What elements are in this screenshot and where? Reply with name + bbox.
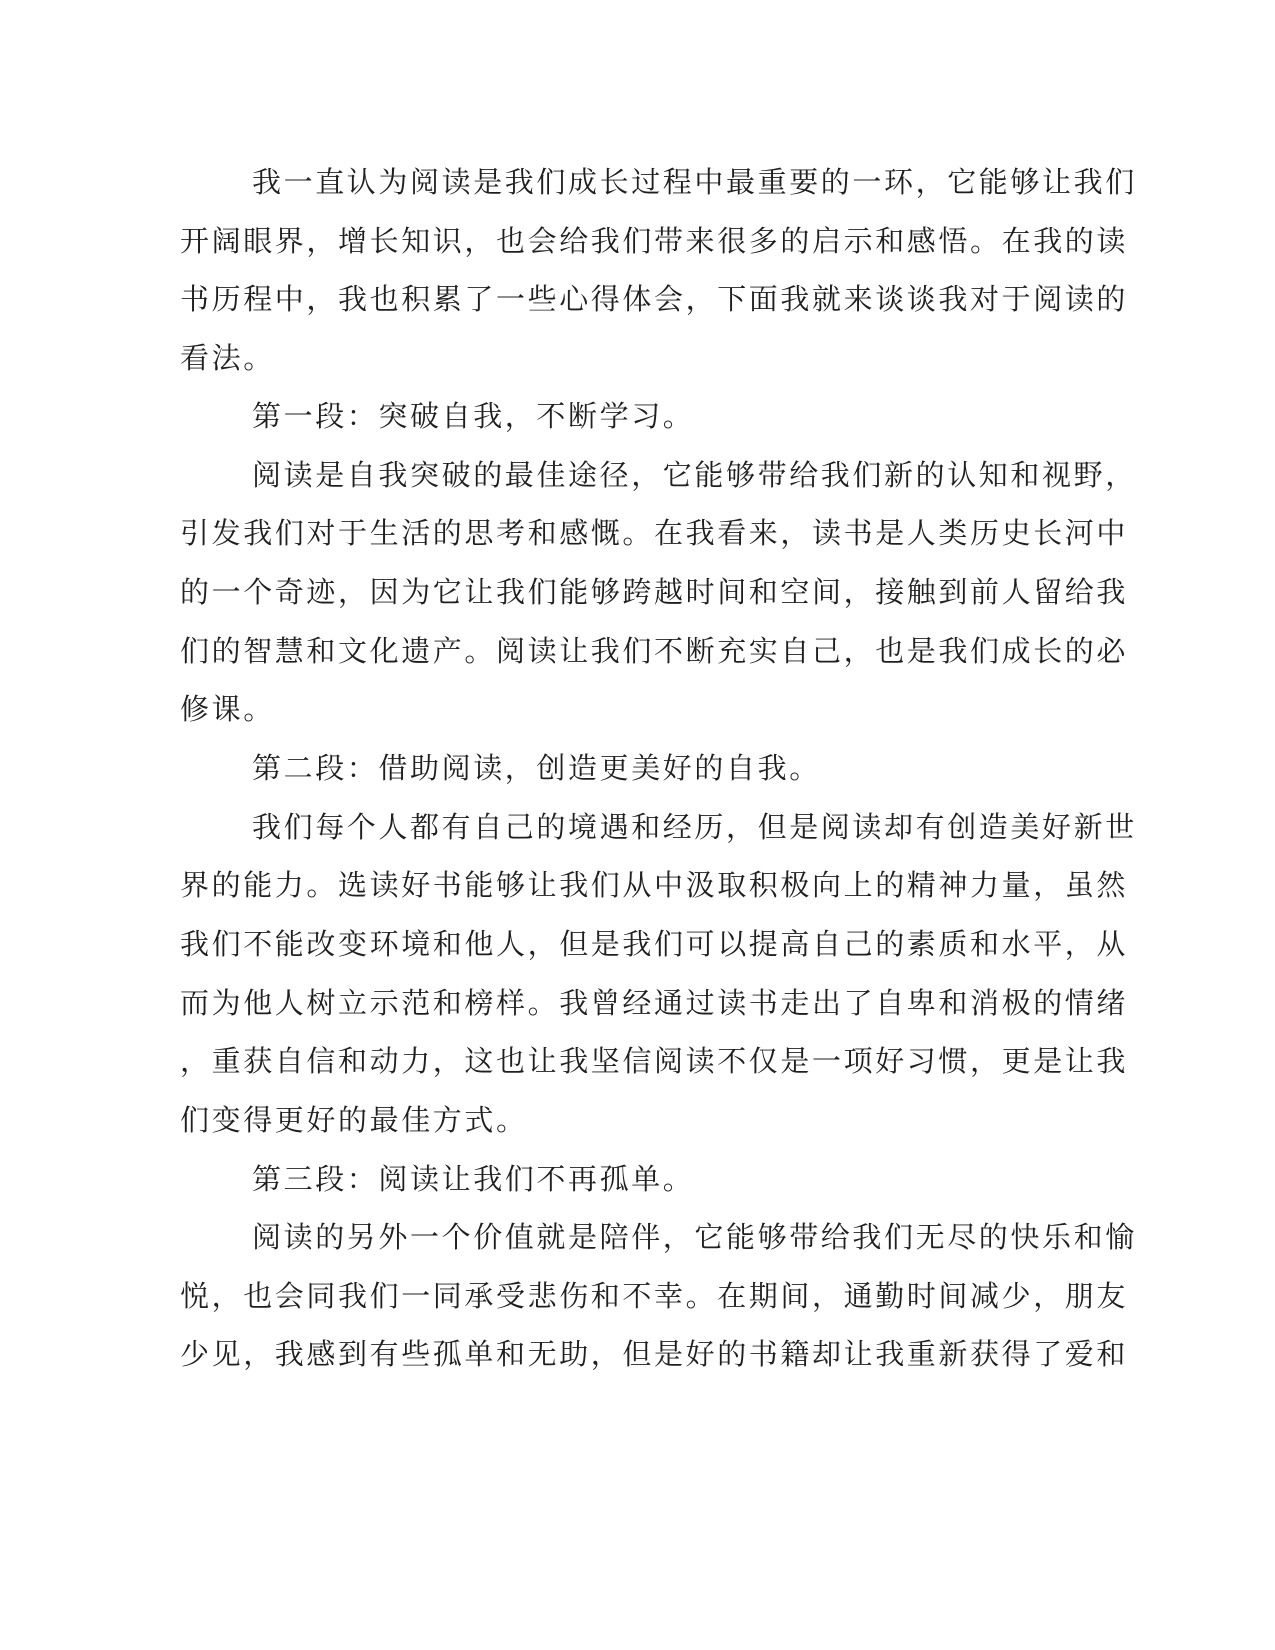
section-2-line-5: ，重获自信和动力，这也让我坚信阅读不仅是一项好习惯，更是让我 <box>180 1044 1129 1078</box>
intro-line-2: 开阔眼界，增长知识，也会给我们带来很多的启示和感悟。在我的读 <box>180 224 1129 258</box>
section-2-line-1: 我们每个人都有自己的境遇和经历，但是阅读却有创造美好新世 <box>252 810 1137 844</box>
section-2-line-3: 我们不能改变环境和他人，但是我们可以提高自己的素质和水平，从 <box>180 927 1129 961</box>
section-1-line-4: 们的智慧和文化遗产。阅读让我们不断充实自己，也是我们成长的必 <box>180 634 1129 668</box>
section-heading-1: 第一段：突破自我，不断学习。 <box>252 399 695 433</box>
intro-line-3: 书历程中，我也积累了一些心得体会，下面我就来谈谈我对于阅读的 <box>180 282 1129 316</box>
section-1-line-3: 的一个奇迹，因为它让我们能够跨越时间和空间，接触到前人留给我 <box>180 575 1129 609</box>
section-heading-3: 第三段：阅读让我们不再孤单。 <box>252 1162 695 1196</box>
section-2-line-6: 们变得更好的最佳方式。 <box>180 1103 528 1137</box>
section-1-line-2: 引发我们对于生活的思考和感慨。在我看来，读书是人类历史长河中 <box>180 516 1129 550</box>
section-heading-2: 第二段：借助阅读，创造更美好的自我。 <box>252 751 821 785</box>
intro-line-1: 我一直认为阅读是我们成长过程中最重要的一环，它能够让我们 <box>252 165 1137 199</box>
intro-line-4: 看法。 <box>180 341 275 375</box>
section-3-line-2: 悦，也会同我们一同承受悲伤和不幸。在期间，通勤时间减少，朋友 <box>180 1279 1129 1313</box>
section-2-line-4: 而为他人树立示范和榜样。我曾经通过读书走出了自卑和消极的情绪 <box>180 986 1129 1020</box>
section-3-line-3: 少见，我感到有些孤单和无助，但是好的书籍却让我重新获得了爱和 <box>180 1337 1129 1371</box>
section-3-line-1: 阅读的另外一个价值就是陪伴，它能够带给我们无尽的快乐和愉 <box>252 1220 1137 1254</box>
section-1-line-1: 阅读是自我突破的最佳途径，它能够带给我们新的认知和视野， <box>252 458 1137 492</box>
section-2-line-2: 界的能力。选读好书能够让我们从中汲取积极向上的精神力量，虽然 <box>180 868 1129 902</box>
section-1-line-5: 修课。 <box>180 692 275 726</box>
